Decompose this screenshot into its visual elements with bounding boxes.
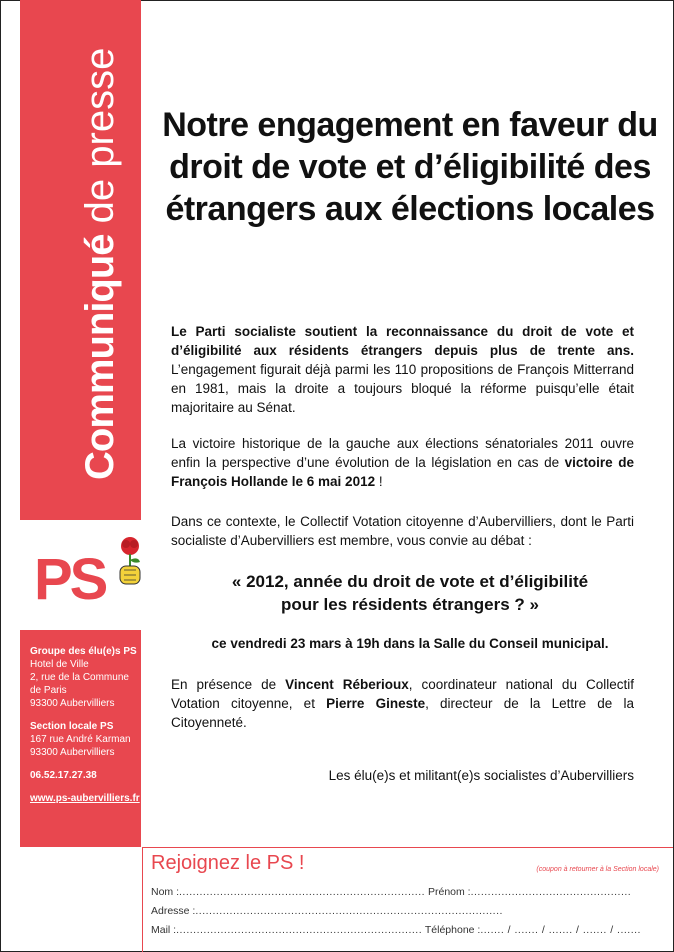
telephone-label: Téléphone :: [424, 924, 481, 936]
ps-logo: [20, 520, 141, 630]
sidebar-title-area: [20, 0, 141, 520]
paragraph-context: Dans ce contexte, le Collectif Votation citoyenne d’Aubervilliers, dont le Parti socialiste d’Aubervilliers est membre, vous convie au débat :: [171, 514, 634, 548]
nom-field[interactable]: ........................................................................: [179, 886, 426, 898]
title-light: de presse: [78, 47, 122, 235]
speakers-text: En présence de: [171, 677, 286, 692]
coupon-title: Rejoignez le PS !: [151, 852, 305, 874]
nom-label: Nom :: [151, 886, 180, 898]
main-title: Notre engagement en faveur du droit de vote et d’éligibilité des étrangers aux élections locales: [162, 106, 658, 228]
speakers-text: , directeur de la Lettre de la Citoyenneté.: [171, 696, 634, 730]
speakers-text: , coordinateur national du Collectif Votation citoyenne, et: [171, 677, 634, 711]
debate-title-line1: « 2012, année du droit de vote et d’éligibilité: [231, 572, 589, 591]
coupon-row-name: [151, 886, 661, 898]
debate-title-line2: pour les résidents étrangers ? »: [281, 595, 539, 614]
section-address-line: 93300 Aubervilliers: [30, 747, 115, 758]
group-address-line: 93300 Aubervilliers: [30, 698, 115, 709]
membership-coupon: [142, 847, 673, 952]
intro-bold: Le Parti socialiste soutient la reconnaissance du droit de vote et d’éligibilité aux résidents étrangers depuis plus de trente ans.: [171, 324, 634, 358]
contact-block: [30, 645, 140, 815]
group-address-line: 2, rue de la Commune: [30, 672, 129, 683]
mail-label: Mail :: [151, 924, 177, 936]
section-heading: Section locale PS: [30, 721, 114, 732]
intro-rest: L’engagement figurait déjà parmi les 110 propositions de François Mitterrand en 1981, mais la droite a toujours bloqué la réforme puisqu’elle était majoritaire au Sénat.: [171, 362, 634, 415]
paragraph-speakers: [171, 675, 634, 732]
group-heading: Groupe des élu(e)s PS: [30, 646, 137, 657]
rose-fist-icon: [116, 536, 152, 594]
coupon-row-contact: [151, 924, 661, 936]
debate-title: [160, 570, 660, 616]
coupon-row-address: [151, 905, 661, 917]
speaker-name: Pierre Gineste: [326, 696, 426, 711]
coupon-note: (coupon à retourner à la Section locale): [536, 866, 659, 873]
ps-logo-text: PS: [34, 547, 106, 612]
event-date: ce vendredi 23 mars à 19h dans la Salle du Conseil municipal.: [211, 636, 609, 651]
victory-end: !: [375, 474, 383, 489]
press-release-title: [80, 48, 120, 480]
telephone-field[interactable]: ....... / ....... / ....... / ....... / .......: [480, 924, 641, 936]
title-strong: Communiqué: [78, 234, 122, 480]
prenom-field[interactable]: ...............................................: [470, 886, 632, 898]
paragraph-intro: [171, 322, 634, 417]
adresse-label: Adresse :: [151, 905, 196, 917]
sidebar-band: [20, 0, 141, 847]
adresse-field[interactable]: ..........................................................................................: [195, 905, 503, 917]
group-address-line: de Paris: [30, 685, 67, 696]
website-link[interactable]: www.ps-aubervilliers.fr: [30, 793, 140, 804]
phone-number: 06.52.17.27.38: [30, 770, 97, 781]
signature: Les élu(e)s et militant(e)s socialistes d’Aubervilliers: [328, 768, 634, 783]
victory-bold: victoire de François Hollande le 6 mai 2012: [171, 455, 635, 489]
section-address-line: 167 rue André Karman: [30, 734, 131, 745]
mail-field[interactable]: ........................................................................: [176, 924, 423, 936]
prenom-label: Prénom :: [427, 886, 471, 898]
speaker-name: Vincent Réberioux: [285, 677, 409, 692]
paragraph-victory: [171, 434, 634, 491]
victory-text: La victoire historique de la gauche aux élections sénatoriales 2011 ouvre enfin la perspective d’une évolution de la législation en cas de: [171, 436, 634, 470]
group-address-line: Hotel de Ville: [30, 659, 89, 670]
